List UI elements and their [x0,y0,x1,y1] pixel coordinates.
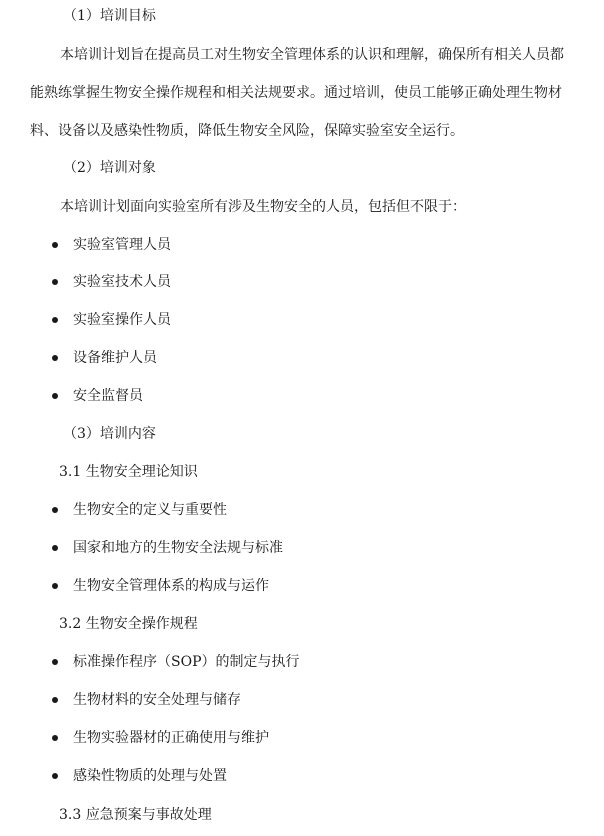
list-item-label: 标准操作程序（SOP）的制定与执行 [73,654,300,670]
section-heading-training-audience: （2）培训对象 [63,160,156,176]
list-item [0,576,604,596]
list-item [0,690,604,710]
bullet-icon [52,545,58,551]
subsection-title: 3.2 生物安全操作规程 [59,616,198,632]
list-item [0,766,604,786]
list-item-label: 生物实验器材的正确使用与维护 [73,730,269,746]
list-item [0,538,604,558]
bullet-icon [52,773,58,779]
bullet-icon [52,697,58,703]
list-item [0,652,604,672]
section-heading-training-content: （3）培训内容 [63,426,156,442]
paragraph-line: 本培训计划面向实验室所有涉及生物安全的人员，包括但不限于： [60,199,466,215]
paragraph-line: 料、设备以及感染性物质，降低生物安全风险，保障实验室安全运行。 [30,123,464,139]
list-item [0,348,604,368]
bullet-icon [52,279,58,285]
subsection-title: 3.3 应急预案与事故处理 [59,807,212,823]
bullet-icon [52,507,58,513]
list-item [0,386,604,406]
bullet-icon [52,355,58,361]
list-item-label: 实验室操作人员 [73,312,171,328]
list-item-label: 实验室技术人员 [73,274,171,290]
list-item [0,272,604,292]
bullet-icon [52,242,58,248]
bullet-icon [52,659,58,665]
list-item-label: 生物安全的定义与重要性 [73,502,227,518]
list-item [0,728,604,748]
list-item-label: 实验室管理人员 [73,237,171,253]
bullet-icon [52,735,58,741]
bullet-icon [52,583,58,589]
list-item [0,500,604,520]
list-item-label: 生物安全管理体系的构成与运作 [73,578,269,594]
list-item-label: 感染性物质的处理与处置 [73,768,227,784]
list-item-label: 设备维护人员 [73,350,157,366]
list-item-label: 国家和地方的生物安全法规与标准 [73,540,283,556]
list-item [0,235,604,255]
bullet-icon [52,317,58,323]
list-item-label: 安全监督员 [73,388,143,404]
section-heading-training-goal: （1）培训目标 [63,8,156,24]
list-item-label: 生物材料的安全处理与储存 [73,692,241,708]
paragraph-line: 本培训计划旨在提高员工对生物安全管理体系的认识和理解，确保所有相关人员都 [60,47,564,63]
paragraph-line: 能熟练掌握生物安全操作规程和相关法规要求。通过培训，使员工能够正确处理生物材 [30,85,562,101]
list-item [0,310,604,330]
subsection-title: 3.1 生物安全理论知识 [59,464,198,480]
bullet-icon [52,393,58,399]
